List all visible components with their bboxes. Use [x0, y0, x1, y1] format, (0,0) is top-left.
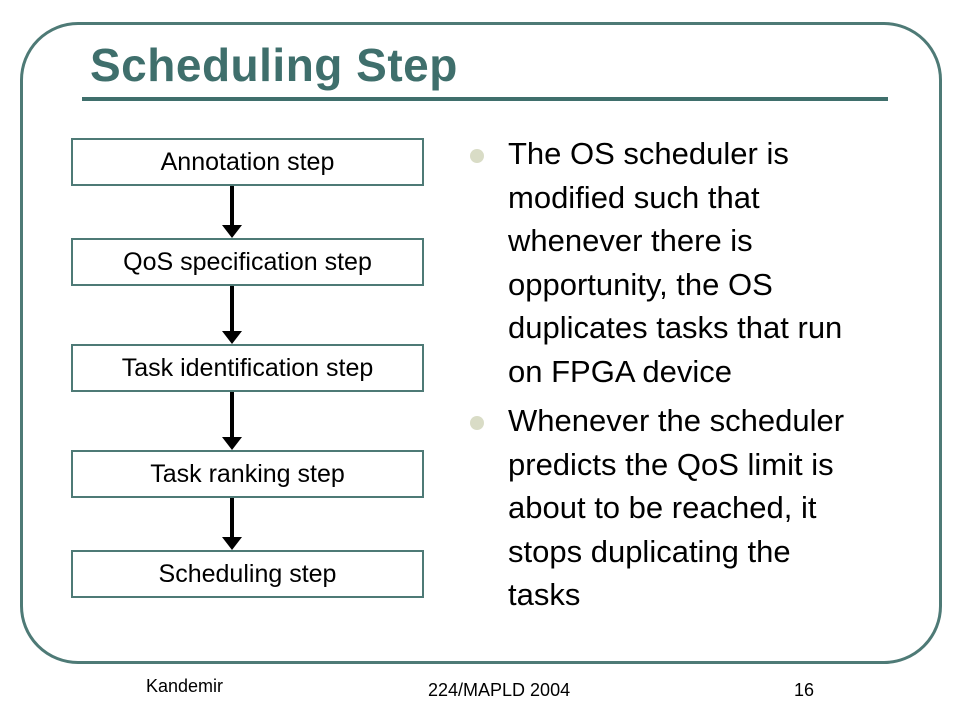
flow-step-task-identification: Task identification step [71, 344, 424, 392]
bullet-icon [470, 416, 484, 430]
bullet-list [470, 132, 870, 623]
footer-author: Kandemir [146, 676, 224, 696]
flow-step-annotation: Annotation step [71, 138, 424, 186]
flow-arrow-down-icon [222, 498, 242, 550]
bullet-text: Whenever the scheduler predicts the QoS limit is about to be reached, it stops duplicating the tasks [508, 403, 845, 612]
flow-step-qos-specification: QoS specification step [71, 238, 424, 286]
flow-step-task-ranking: Task ranking step [71, 450, 424, 498]
footer-event: 224/MAPLD 2004 [428, 680, 571, 700]
bullet-icon [470, 149, 484, 163]
footer-page-number: 16 [794, 680, 815, 700]
bullet-item [470, 399, 870, 617]
slide-title: Scheduling Step [90, 39, 458, 91]
flow-arrow-down-icon [222, 286, 242, 344]
flow-arrow-down-icon [222, 186, 242, 238]
bullet-text: The OS scheduler is modified such that whenever there is opportunity, the OS duplicates tasks that run on FPGA device [508, 136, 843, 389]
bullet-item [470, 132, 870, 393]
flow-arrow-down-icon [222, 392, 242, 450]
flow-step-scheduling: Scheduling step [71, 550, 424, 598]
